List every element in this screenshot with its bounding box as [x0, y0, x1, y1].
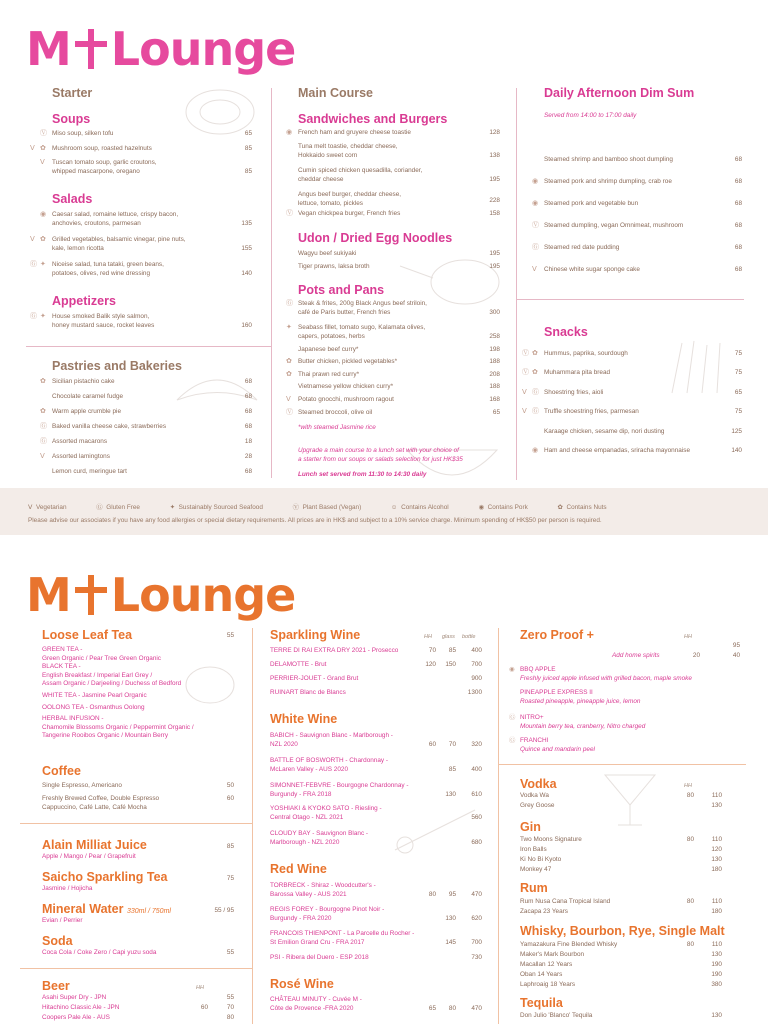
gluten-free-icon: Ⓖ: [286, 300, 293, 307]
item-hh-price: 80: [686, 792, 694, 799]
item-price: 68: [244, 408, 252, 415]
item-price: 195: [489, 176, 500, 183]
menu-item: BABICH - Sauvignon Blanc - Marlborough - NZL 2020: [270, 732, 393, 748]
menu-item: Tiger prawns, laksa broth: [298, 263, 370, 270]
gluten-free-icon: Ⓖ: [40, 423, 47, 430]
item-price: 140: [241, 270, 252, 277]
item-glass-price: 80: [448, 1005, 456, 1012]
menu-item: 𝖵 Assorted lamingtons: [40, 453, 110, 460]
item-price: 85: [244, 145, 252, 152]
menu-item: ✿ Sicilian pistachio cake: [40, 378, 115, 385]
item-hh-price: 60: [200, 1004, 208, 1011]
coffee-heading: Coffee: [42, 764, 81, 778]
item-bottle-price: 400: [471, 766, 482, 773]
pork-icon: ◉: [509, 666, 515, 673]
item-hh-price: 65: [428, 1005, 436, 1012]
plant-based-icon: Ⓥ: [286, 409, 293, 416]
menu-item: Ⓖ Assorted macarons: [40, 438, 108, 445]
item-price: 65: [734, 389, 742, 396]
water-brands: Evian / Perrier: [42, 917, 83, 924]
item-price: 180: [711, 866, 722, 873]
item-hh-price: 80: [428, 891, 436, 898]
plant-based-icon: Ⓥ: [286, 210, 293, 217]
item-price: 65: [244, 130, 252, 137]
item-price: 140: [731, 447, 742, 454]
item-bottle-price: 400: [471, 647, 482, 654]
menu-item: Ⓥ Vegan chickpea burger, French fries: [286, 210, 401, 217]
udon-heading: Udon / Dried Egg Noodles: [298, 231, 453, 245]
item-price: 85: [226, 843, 234, 850]
item-price: 155: [241, 245, 252, 252]
glass-column-label: glass: [442, 634, 455, 640]
menu-item: BATTLE OF BOSWORTH - Chardonnay - McLaren Valley - AUS 2020: [270, 757, 389, 773]
item-price: 65: [492, 409, 500, 416]
sparkling-wine-heading: Sparkling Wine: [270, 628, 361, 642]
item-bottle-price: 700: [471, 939, 482, 946]
item-price: 190: [711, 961, 722, 968]
snacks-heading: Snacks: [544, 325, 588, 339]
item-glass-price: 150: [445, 661, 456, 668]
menu-item: ◉ BBQ APPLE: [509, 666, 556, 673]
vegetarian-icon: 𝖵: [522, 408, 527, 415]
menu-item: 𝖵 Potato gnocchi, mushroom ragout: [286, 396, 394, 403]
item-hh-price: 60: [428, 741, 436, 748]
section-divider: [498, 764, 746, 765]
nuts-icon: ✿: [286, 358, 292, 365]
item-hh-price: 80: [686, 898, 694, 905]
item-price: 168: [489, 396, 500, 403]
mineral-water-heading: Mineral Water 330ml / 750ml: [42, 902, 171, 916]
gluten-free-icon: Ⓖ: [532, 389, 539, 396]
hh-column-label: HH: [684, 783, 692, 789]
menu-item: Ⓖ ✦ Niceise salad, tuna tataki, green beans, potatoes, olives, red wine dressing: [30, 261, 164, 277]
item-price: 195: [489, 263, 500, 270]
soda-list: Coca Cola / Coke Zero / Capi yuzu soda: [42, 949, 157, 956]
plant-based-icon: Ⓥ: [532, 222, 539, 229]
rice-note: *with steamed Jasmine rice: [298, 424, 376, 431]
item-price: 125: [731, 428, 742, 435]
menu-item: Coopers Pale Ale - AUS: [42, 1014, 110, 1021]
pork-icon: ◉: [40, 211, 47, 218]
juice-flavors: Apple / Mango / Pear / Grapefruit: [42, 853, 136, 860]
tequila-heading: Tequila: [520, 996, 563, 1010]
main-course-heading: Main Course: [298, 86, 374, 100]
item-hh-price: 80: [686, 836, 694, 843]
item-description: Mountain berry tea, cranberry, Nitro charged: [520, 723, 646, 730]
menu-item: Maker's Mark Bourbon: [520, 951, 585, 958]
vegetarian-icon: 𝖵: [532, 266, 537, 273]
menu-item: Macallan 12 Years: [520, 961, 573, 968]
item-price: 258: [489, 333, 500, 340]
item-price: 68: [244, 423, 252, 430]
plant-based-icon: Ⓥ: [522, 350, 529, 357]
item-price: 68: [734, 156, 742, 163]
item-price: 110: [711, 836, 722, 843]
item-price: 300: [489, 309, 500, 316]
lounge-logo-bottom: M Lounge: [26, 568, 296, 622]
item-price: 188: [489, 383, 500, 390]
menu-item: ◉ Ham and cheese empanadas, sriracha mayonnaise: [532, 447, 691, 454]
item-price: 120: [711, 846, 722, 853]
vegetarian-icon: 𝖵: [40, 159, 45, 166]
menu-item: Ⓖ NITRO+: [509, 714, 544, 721]
item-glass-price: 85: [448, 766, 456, 773]
menu-item: Angus beef burger, cheddar cheese, lettuce, tomato, pickles: [298, 191, 402, 207]
column-divider: [271, 346, 272, 478]
salads-heading: Salads: [52, 192, 93, 206]
seafood-icon: ✦: [40, 261, 46, 268]
item-price: 68: [244, 393, 252, 400]
menu-item: Ⓖ FRANCHI: [509, 737, 549, 744]
dim-sum-served-note: Served from 14:00 to 17:00 daily: [544, 112, 637, 119]
item-bottle-price: 680: [471, 839, 482, 846]
loose-leaf-tea-heading: Loose Leaf Tea: [42, 628, 133, 642]
item-description: Roasted pineapple, pineapple juice, lemon: [520, 698, 641, 705]
nuts-icon: ✿: [40, 378, 46, 385]
item-bottle-price: 470: [471, 1005, 482, 1012]
pork-icon: ◉: [286, 129, 293, 136]
item-glass-price: 95: [448, 891, 456, 898]
nuts-icon: ✿: [532, 350, 538, 357]
bottle-column-label: bottle: [462, 634, 476, 640]
menu-item: Yamazakura Fine Blended Whisky: [520, 941, 618, 948]
allergy-note: Please advise our associates if you have any food allergies or special dietary requirements. All prices are in HK$ and subject to a 10% service charge. Minimum spending of HK$50 per person is required.: [28, 517, 602, 524]
nuts-icon: ✿: [40, 145, 46, 152]
item-price: 28: [244, 453, 252, 460]
item-description: Freshly juiced apple infused with grilled bacon, maple smoke: [520, 675, 692, 682]
menu-item: TERRE DI RAI EXTRA DRY 2021 - Prosecco: [270, 647, 399, 654]
menu-item: Ⓖ Steak & frites, 200g Black Angus beef striloin, café de Paris butter, French fries: [286, 300, 427, 316]
gin-heading: Gin: [520, 820, 541, 834]
menu-item: Ⓖ ✦ House smoked Balik style salmon, honey mustard sauce, rocket leaves: [30, 313, 155, 329]
vegetarian-legend: 𝖵 Vegetarian: [28, 504, 67, 511]
menu-item: Wagyu beef sukiyaki: [298, 250, 357, 257]
menu-item: REGIS FOREY - Bourgogne Pinot Noir - Burgundy - FRA 2020: [270, 906, 385, 922]
item-price: 55: [226, 632, 234, 639]
item-price: 55 / 95: [214, 907, 234, 914]
menu-item: Ⓥ ✿ Muhammara pita bread: [522, 369, 611, 376]
item-price: 180: [711, 908, 722, 915]
menu-item: CHÂTEAU MINUTY - Cuvée M - Côte de Provence -FRA 2020: [270, 996, 362, 1012]
menu-item: Iron Balls: [520, 846, 547, 853]
nuts-icon: ✿: [532, 369, 538, 376]
item-price: 138: [489, 152, 500, 159]
menu-item: Asahi Super Dry - JPN: [42, 994, 107, 1001]
white-wine-heading: White Wine: [270, 712, 338, 726]
menu-item: Cumin spiced chicken quesadilla, coriander, cheddar cheese: [298, 167, 423, 183]
alcohol-legend: ☺ Contains Alcohol: [391, 504, 449, 511]
menu-item: Hitachino Classic Ale - JPN: [42, 1004, 120, 1011]
item-price: 128: [489, 129, 500, 136]
item-price: 195: [489, 250, 500, 257]
legend-row: [28, 502, 635, 511]
hh-column-label: HH: [424, 634, 432, 640]
item-bottle-price: 560: [471, 814, 482, 821]
item-price: 110: [711, 792, 722, 799]
item-price: 188: [489, 358, 500, 365]
item-bottle-price: 730: [471, 954, 482, 961]
menu-item: DELAMOTTE - Brut: [270, 661, 327, 668]
item-price: 68: [244, 468, 252, 475]
beer-heading: Beer: [42, 979, 70, 993]
hh-column-label: HH: [196, 985, 204, 991]
item-price: 160: [241, 322, 252, 329]
section-divider: [26, 346, 271, 347]
tea-list: GREEN TEA - Green Organic / Pear Tree Green Organic BLACK TEA - English Breakfast / Imperial Earl Grey / Assam Organic / Darjeeling / Duchess of Bedford WHITE TEA - Jasmine Pearl Organic OOLONG TEA - Osmanthus Oolong HERBAL INFUSION - Chamomile Blossoms Organic / Peppermint Organic / Tangerine Rooibos Organic / Mountain Berry: [42, 646, 194, 740]
item-bottle-price: 700: [471, 661, 482, 668]
nuts-icon: ✿: [40, 236, 46, 243]
pork-icon: ◉: [532, 178, 539, 185]
menu-item: Don Julio 'Blanco' Tequila: [520, 1012, 593, 1019]
menu-item: 𝖵 Ⓖ Truffle shoestring fries, parmesan: [522, 408, 639, 415]
item-glass-price: 70: [448, 741, 456, 748]
item-glass-price: 130: [445, 915, 456, 922]
menu-item: PERRIER-JOUET - Grand Brut: [270, 675, 359, 682]
soda-heading: Soda: [42, 934, 73, 948]
item-price: 18: [244, 438, 252, 445]
vegetarian-icon: 𝖵: [40, 453, 45, 460]
menu-item: Tuna melt toastie, cheddar cheese, Hokkaido sweet corn: [298, 143, 398, 159]
item-bottle-price: 900: [471, 675, 482, 682]
vodka-heading: Vodka: [520, 777, 557, 791]
item-price: 55: [226, 949, 234, 956]
menu-item: Ⓖ Steamed red date pudding: [532, 244, 620, 251]
menu-item: ✿ Warm apple crumble pie: [40, 408, 122, 415]
menu-item: Lemon curd, meringue tart: [52, 468, 127, 475]
item-price: 60: [226, 795, 234, 802]
lunch-set-note: Lunch set served from 11:30 to 14:30 daily: [298, 471, 427, 478]
item-price: 75: [734, 408, 742, 415]
item-price: 130: [711, 802, 722, 809]
starter-heading: Starter: [52, 86, 93, 100]
dim-sum-heading: Daily Afternoon Dim Sum: [544, 86, 695, 100]
menu-item: ◉ Caesar salad, romaine lettuce, crispy bacon, anchovies, croutons, parmesan: [40, 211, 179, 227]
gluten-free-icon: Ⓖ: [509, 737, 516, 744]
sparkling-tea-flavors: Jasmine / Hojicha: [42, 885, 93, 892]
item-glass-price: 145: [445, 939, 456, 946]
sandwiches-heading: Sandwiches and Burgers: [298, 112, 448, 126]
menu-item: Zacapa 23 Years: [520, 908, 568, 915]
martini-glass-sketch-icon: [600, 770, 660, 830]
item-bottle-price: 620: [471, 915, 482, 922]
item-price: 50: [226, 782, 234, 789]
item-price: 228: [489, 197, 500, 204]
plant-based-icon: Ⓥ: [522, 369, 529, 376]
red-wine-heading: Red Wine: [270, 862, 327, 876]
juice-heading: Alain Milliat Juice: [42, 838, 147, 852]
menu-item: ◉ Steamed pork and shrimp dumpling, crab roe: [532, 178, 672, 185]
corkscrew-sketch-icon: [385, 800, 485, 860]
gluten-free-icon: Ⓖ: [30, 313, 37, 320]
item-price: 75: [734, 350, 742, 357]
menu-item: Freshly Brewed Coffee, Double Espresso Cappuccino, Café Latte, Café Mocha: [42, 795, 160, 811]
item-hh-price: 70: [428, 647, 436, 654]
sparkling-tea-heading: Saicho Sparkling Tea: [42, 870, 168, 884]
menu-item: Ⓥ Miso soup, silken tofu: [40, 130, 114, 137]
menu-item: Laphroaig 18 Years: [520, 981, 576, 988]
menu-item: Monkey 47: [520, 866, 552, 873]
item-price: 75: [734, 369, 742, 376]
item-price: 75: [226, 875, 234, 882]
add-spirits-note: Add home spirits: [612, 652, 660, 659]
seafood-legend: ✦ Sustainably Sourced Seafood: [169, 504, 263, 511]
item-hh-price: 120: [425, 661, 436, 668]
pork-icon: ◉: [532, 447, 539, 454]
menu-item: ✦ Seabass fillet, tomato sugo, Kalamata olives, capers, potatoes, herbs: [286, 324, 426, 340]
menu-item: Vodka Wa: [520, 792, 549, 799]
dietary-legend: [0, 488, 768, 535]
item-price: 130: [711, 951, 722, 958]
upgrade-note-2: a starter from our soups or salads selection for just HK$35: [298, 456, 463, 463]
menu-item: 𝖵 Ⓖ Shoestring fries, aioli: [522, 389, 604, 396]
menu-item: PINEAPPLE EXPRESS II: [520, 689, 593, 696]
menu-item: SIMONNET-FEBVRE - Bourgogne Chardonnay - Burgundy - FRA 2018: [270, 782, 409, 798]
vegetarian-icon: 𝖵: [522, 389, 527, 396]
item-price: 85: [244, 168, 252, 175]
item-price: 110: [711, 941, 722, 948]
menu-item: Ⓥ Steamed dumpling, vegan Omnimeat, mushroom: [532, 222, 684, 229]
item-description: Quince and mandarin peel: [520, 746, 595, 753]
menu-item: Ⓖ Baked vanilla cheese cake, strawberries: [40, 423, 167, 430]
menu-item: ✿ Butter chicken, pickled vegetables*: [286, 358, 398, 365]
menu-item: ◉ Steamed pork and vegetable bun: [532, 200, 639, 207]
menu-item: Rum Nusa Cana Tropical Island: [520, 898, 611, 905]
item-price: 190: [711, 971, 722, 978]
menu-item: Steamed shrimp and bamboo shoot dumpling: [544, 156, 673, 163]
pork-icon: ◉: [532, 200, 539, 207]
pork-legend: ◉ Contains Pork: [478, 504, 528, 511]
item-price: 55: [226, 994, 234, 1001]
menu-item: Two Moons Signature: [520, 836, 582, 843]
item-price: 130: [711, 1012, 722, 1019]
menu-item: Japanese beef curry*: [298, 346, 359, 353]
nuts-icon: ✿: [286, 371, 292, 378]
menu-item: RUINART Blanc de Blancs: [270, 689, 346, 696]
column-divider: [516, 88, 517, 480]
section-divider: [516, 299, 744, 300]
menu-item: Grey Goose: [520, 802, 555, 809]
menu-item: TORBRECK - Shiraz - Woodcutter's - Barossa Valley - AUS 2021: [270, 882, 376, 898]
lounge-logo-top: M Lounge: [26, 22, 296, 76]
upgrade-note-1: Upgrade a main course to a lunch set with your choice of: [298, 447, 459, 454]
menu-item: 𝖵 Chinese white sugar sponge cake: [532, 266, 640, 273]
item-price: 158: [489, 210, 500, 217]
nuts-legend: ✿ Contains Nuts: [557, 504, 607, 511]
item-price: 68: [734, 244, 742, 251]
item-price: 68: [734, 222, 742, 229]
item-price: 40: [732, 652, 740, 659]
nuts-icon: ✿: [40, 408, 46, 415]
item-bottle-price: 610: [471, 791, 482, 798]
item-price: 80: [226, 1014, 234, 1021]
item-glass-price: 130: [445, 791, 456, 798]
menu-item: 𝖵 Tuscan tomato soup, garlic croutons, whipped mascarpone, oregano: [40, 159, 157, 175]
rose-wine-heading: Rosé Wine: [270, 977, 334, 991]
menu-item: CLOUDY BAY - Sauvignon Blanc - Marlborough - NZL 2020: [270, 830, 369, 846]
menu-item: Karaage chicken, sesame dip, nori dusting: [544, 428, 665, 435]
zero-proof-heading: Zero Proof +: [520, 628, 594, 642]
pots-pans-heading: Pots and Pans: [298, 283, 385, 297]
menu-item: Ki No Bi Kyoto: [520, 856, 562, 863]
item-hh-price: 80: [686, 941, 694, 948]
item-price: 70: [226, 1004, 234, 1011]
menu-item: Chocolate caramel fudge: [52, 393, 124, 400]
column-divider: [252, 628, 253, 1024]
plant-based-legend: Ⓥ Plant Based (Vegan): [292, 504, 362, 511]
plus-logo-icon: [75, 29, 107, 69]
gluten-free-legend: Ⓖ Gluten Free: [96, 504, 140, 511]
menu-item: ◉ French ham and gruyere cheese toastie: [286, 129, 411, 136]
pastries-heading: Pastries and Bakeries: [52, 359, 182, 373]
soups-heading: Soups: [52, 112, 91, 126]
menu-item: FRANCOIS THIENPONT - La Parcelle du Rocher - St Emilion Grand Cru - FRA 2017: [270, 930, 415, 946]
menu-item: Single Espresso, Americano: [42, 782, 122, 789]
menu-item: ✿ Thai prawn red curry*: [286, 371, 360, 378]
item-price: 198: [489, 346, 500, 353]
item-price: 95: [732, 642, 740, 649]
menu-item: Ⓥ ✿ Hummus, paprika, sourdough: [522, 350, 628, 357]
section-divider: [20, 968, 252, 969]
item-price: 208: [489, 371, 500, 378]
menu-item: Vietnamese yellow chicken curry*: [298, 383, 394, 390]
gluten-free-icon: Ⓖ: [40, 438, 47, 445]
item-price: 130: [711, 856, 722, 863]
whisky-heading: Whisky, Bourbon, Rye, Single Malt: [520, 924, 725, 938]
vegetarian-icon: 𝖵: [30, 145, 35, 152]
section-divider: [20, 823, 252, 824]
seafood-icon: ✦: [286, 324, 292, 331]
plus-logo-icon: [75, 575, 107, 615]
item-price: 110: [711, 898, 722, 905]
item-price: 68: [734, 200, 742, 207]
hh-column-label: HH: [684, 634, 692, 640]
gluten-free-icon: Ⓖ: [532, 244, 539, 251]
seafood-icon: ✦: [40, 313, 46, 320]
item-bottle-price: 470: [471, 891, 482, 898]
plant-based-icon: Ⓥ: [40, 130, 47, 137]
item-glass-price: 85: [448, 647, 456, 654]
menu-item: Ⓥ Steamed broccoli, olive oil: [286, 409, 373, 416]
item-price: 68: [734, 178, 742, 185]
gluten-free-icon: Ⓖ: [509, 714, 516, 721]
menu-item: Oban 14 Years: [520, 971, 563, 978]
item-hh-price: 20: [692, 652, 700, 659]
item-price: 68: [244, 378, 252, 385]
item-bottle-price: 1300: [467, 689, 482, 696]
appetizers-heading: Appetizers: [52, 294, 116, 308]
item-price: 380: [711, 981, 722, 988]
column-divider: [271, 88, 272, 346]
rum-heading: Rum: [520, 881, 548, 895]
menu-item: 𝖵 ✿ Grilled vegetables, balsamic vinegar, pine nuts, kale, lemon ricotta: [30, 236, 186, 252]
column-divider: [498, 628, 499, 1024]
vegetarian-icon: 𝖵: [30, 236, 35, 243]
vegetarian-icon: 𝖵: [286, 396, 291, 403]
item-bottle-price: 320: [471, 741, 482, 748]
menu-item: PSI - Ribera del Duero - ESP 2018: [270, 954, 369, 961]
item-price: 68: [734, 266, 742, 273]
menu-item: 𝖵 ✿ Mushroom soup, roasted hazelnuts: [30, 145, 152, 152]
gluten-free-icon: Ⓖ: [30, 261, 37, 268]
menu-item: YOSHIAKI & KYOKO SATO - Riesling - Central Otago - NZL 2021: [270, 805, 382, 821]
item-price: 135: [241, 220, 252, 227]
gluten-free-icon: Ⓖ: [532, 408, 539, 415]
